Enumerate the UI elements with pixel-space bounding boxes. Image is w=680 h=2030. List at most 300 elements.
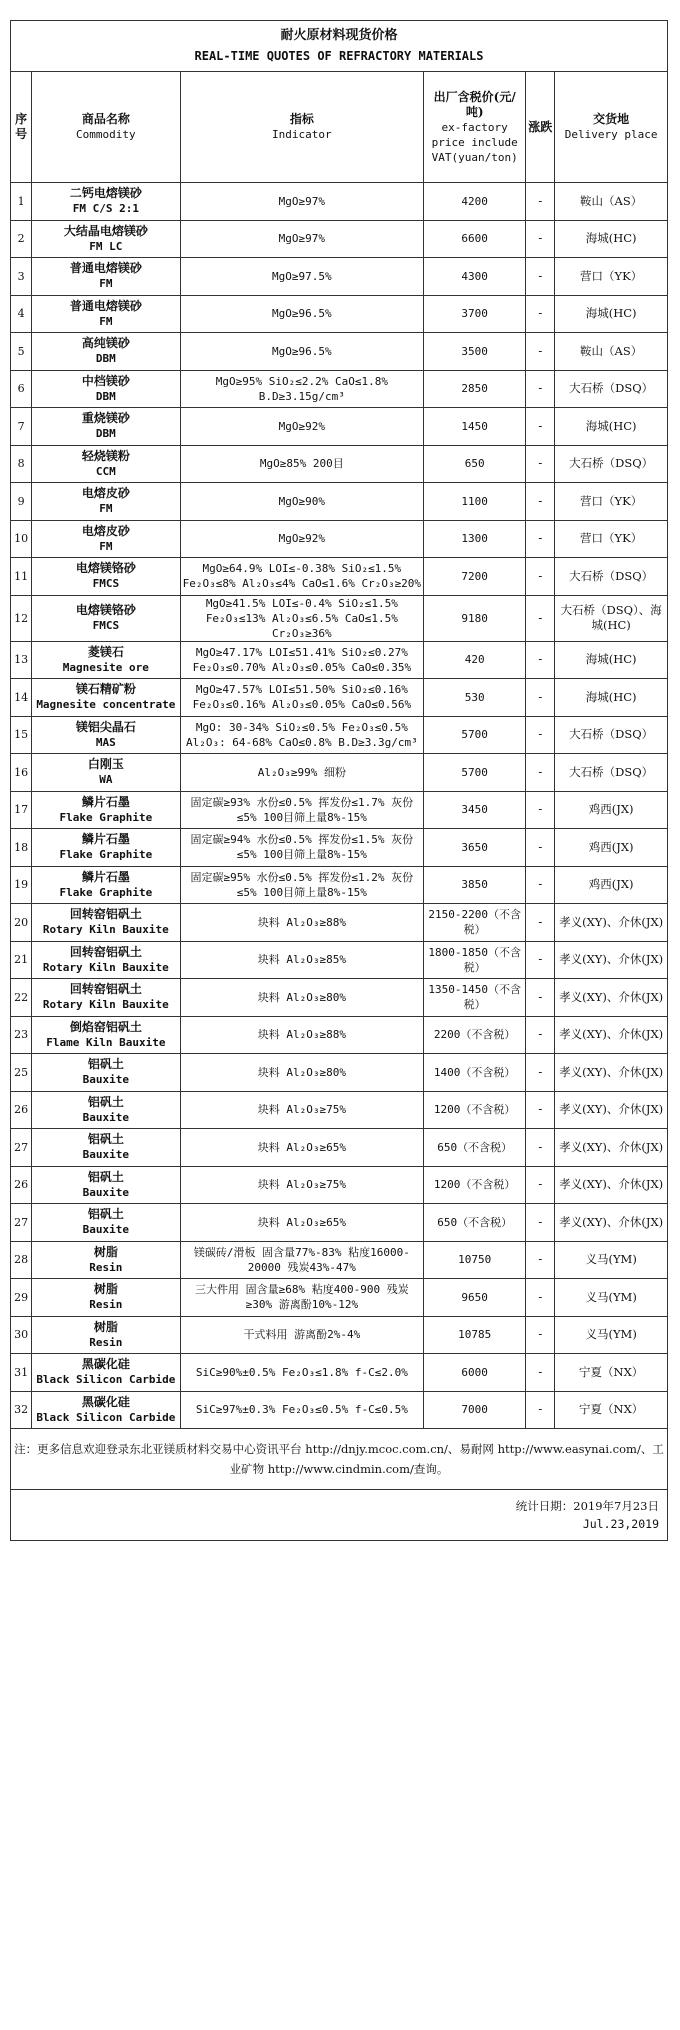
- header-row: [11, 72, 668, 183]
- row-indicator: MgO≥92%: [180, 520, 424, 558]
- row-commodity-zh: 电熔镁铬砂: [75, 561, 136, 576]
- row-price: 2200（不含税）: [424, 1016, 526, 1054]
- row-price: 7000: [424, 1391, 526, 1429]
- row-price: 1400（不含税）: [424, 1054, 526, 1092]
- row-commodity: [32, 679, 180, 717]
- row-change: -: [526, 1391, 555, 1429]
- row-indicator: MgO≥47.57% LOI≤51.50% SiO₂≤0.16% Fe₂O₃≤0.16% Al₂O₃≤0.05% CaO≤0.56%: [180, 679, 424, 717]
- table-row: [11, 220, 668, 258]
- row-change: -: [526, 679, 555, 717]
- row-price: 4300: [424, 258, 526, 296]
- row-commodity-zh: 菱镁石: [87, 644, 124, 659]
- row-delivery-place: 鞍山（AS）: [555, 183, 668, 221]
- table-row: [11, 1129, 668, 1167]
- table-row: [11, 1241, 668, 1279]
- row-indicator: MgO≥97%: [180, 220, 424, 258]
- row-delivery-place: 义马(YM): [555, 1241, 668, 1279]
- row-commodity-en: CCM: [95, 464, 116, 478]
- row-price: 10750: [424, 1241, 526, 1279]
- price-sheet: [10, 20, 668, 1541]
- row-commodity-en: Bauxite: [82, 1110, 130, 1124]
- table-row: [11, 408, 668, 446]
- row-indicator: 固定碳≥95% 水份≤0.5% 挥发份≤1.2% 灰份≤5% 100目筛上量8%-15%: [180, 866, 424, 904]
- row-price: 1350-1450（不含税）: [424, 979, 526, 1017]
- row-commodity-en: WA: [99, 773, 113, 787]
- row-commodity-zh: 电熔皮砂: [81, 486, 130, 501]
- row-commodity-en: Bauxite: [82, 1148, 130, 1162]
- table-row: [11, 258, 668, 296]
- row-commodity: [32, 866, 180, 904]
- row-index: 25: [11, 1054, 32, 1092]
- header-delivery: [555, 72, 668, 183]
- header-price-zh: 出厂含税价(元/吨): [433, 89, 516, 119]
- row-indicator: MgO≥85% 200目: [180, 445, 424, 483]
- row-change: -: [526, 258, 555, 296]
- table-row: [11, 183, 668, 221]
- row-change: -: [526, 408, 555, 446]
- table-row: [11, 1316, 668, 1354]
- stat-date-zh: 统计日期：2019年7月23日: [515, 1499, 659, 1513]
- row-price: 4200: [424, 183, 526, 221]
- row-commodity: [32, 904, 180, 942]
- row-indicator: MgO≥92%: [180, 408, 424, 446]
- row-commodity-zh: 电熔皮砂: [81, 523, 130, 538]
- row-price: 650（不含税）: [424, 1129, 526, 1167]
- row-commodity: [32, 754, 180, 792]
- row-commodity: [32, 558, 180, 596]
- row-commodity-zh: 倒焰窑铝矾土: [69, 1019, 142, 1034]
- row-commodity-zh: 重烧镁砂: [81, 411, 130, 426]
- row-price: 10785: [424, 1316, 526, 1354]
- row-index: 5: [11, 333, 32, 371]
- row-commodity-en: Flake Graphite: [59, 885, 153, 899]
- row-commodity-zh: 铝矾土: [87, 1132, 124, 1147]
- row-commodity: [32, 1391, 180, 1429]
- row-change: -: [526, 754, 555, 792]
- row-indicator: 块料 Al₂O₃≥75%: [180, 1091, 424, 1129]
- row-commodity-zh: 镁石精矿粉: [75, 682, 136, 697]
- table-title: [11, 21, 668, 72]
- table-row: [11, 370, 668, 408]
- row-indicator: MgO≥97%: [180, 183, 424, 221]
- row-price: 1300: [424, 520, 526, 558]
- row-change: -: [526, 641, 555, 679]
- row-indicator: MgO: 30-34% SiO₂≤0.5% Fe₂O₃≤0.5% Al₂O₃: 64-68% CaO≤0.8% B.D≥3.3g/cm³: [180, 716, 424, 754]
- row-change: -: [526, 220, 555, 258]
- table-row: [11, 679, 668, 717]
- row-commodity-zh: 鳞片石墨: [81, 832, 130, 847]
- row-commodity-zh: 树脂: [93, 1244, 118, 1259]
- row-commodity-zh: 回转窑铝矾土: [69, 982, 142, 997]
- row-commodity: [32, 1241, 180, 1279]
- row-delivery-place: 大石桥（DSQ）: [555, 754, 668, 792]
- header-commodity-en: Commodity: [76, 128, 136, 141]
- row-price: 420: [424, 641, 526, 679]
- row-delivery-place: 海城(HC): [555, 641, 668, 679]
- row-price: 9650: [424, 1279, 526, 1317]
- table-body: [11, 183, 668, 1429]
- row-delivery-place: 海城(HC): [555, 679, 668, 717]
- row-commodity-zh: 树脂: [93, 1282, 118, 1297]
- row-delivery-place: 孝义(XY)、介休(JX): [555, 1204, 668, 1242]
- row-index: 15: [11, 716, 32, 754]
- row-index: 10: [11, 520, 32, 558]
- row-commodity-en: Resin: [89, 1298, 123, 1312]
- row-commodity-zh: 黑碳化硅: [81, 1357, 130, 1372]
- row-change: -: [526, 1354, 555, 1392]
- row-commodity-en: Rotary Kiln Bauxite: [42, 998, 169, 1012]
- row-commodity: [32, 295, 180, 333]
- row-commodity: [32, 979, 180, 1017]
- table-row: [11, 716, 668, 754]
- table-row: [11, 904, 668, 942]
- row-indicator: MgO≥97.5%: [180, 258, 424, 296]
- row-price: 2850: [424, 370, 526, 408]
- table-row: [11, 445, 668, 483]
- row-commodity-zh: 黑碳化硅: [81, 1394, 130, 1409]
- row-commodity-en: DBM: [95, 352, 116, 366]
- row-delivery-place: 大石桥（DSQ）: [555, 370, 668, 408]
- row-index: 11: [11, 558, 32, 596]
- row-commodity-en: Magnesite concentrate: [36, 698, 176, 712]
- row-delivery-place: 孝义(XY)、介休(JX): [555, 1091, 668, 1129]
- row-delivery-place: 鞍山（AS）: [555, 333, 668, 371]
- row-commodity-zh: 高纯镁砂: [81, 336, 130, 351]
- row-commodity-en: Black Silicon Carbide: [36, 1410, 176, 1424]
- row-commodity: [32, 333, 180, 371]
- row-commodity: [32, 1279, 180, 1317]
- row-commodity: [32, 520, 180, 558]
- row-commodity-en: FMCS: [92, 619, 120, 632]
- header-index: 序号: [11, 72, 32, 183]
- row-commodity: [32, 183, 180, 221]
- row-commodity: [32, 1204, 180, 1242]
- row-index: 32: [11, 1391, 32, 1429]
- row-delivery-place: 大石桥（DSQ）、海城(HC): [555, 595, 668, 641]
- row-price: 9180: [424, 595, 526, 641]
- row-commodity-zh: 回转窑铝矾土: [69, 944, 142, 959]
- header-change: 涨跌: [526, 72, 555, 183]
- row-commodity: [32, 220, 180, 258]
- row-delivery-place: 营口（YK）: [555, 483, 668, 521]
- row-price: 7200: [424, 558, 526, 596]
- row-commodity-en: Black Silicon Carbide: [36, 1373, 176, 1387]
- row-index: 12: [11, 595, 32, 641]
- row-commodity-en: FM LC: [89, 239, 123, 253]
- row-commodity-zh: 中档镁砂: [81, 373, 130, 388]
- header-price-en: ex-factory price include VAT(yuan/ton): [431, 120, 518, 164]
- row-delivery-place: 孝义(XY)、介休(JX): [555, 941, 668, 979]
- row-commodity-en: Flame Kiln Bauxite: [46, 1035, 166, 1049]
- row-price: 1200（不含税）: [424, 1166, 526, 1204]
- row-change: -: [526, 829, 555, 867]
- row-price: 3650: [424, 829, 526, 867]
- row-price: 3500: [424, 333, 526, 371]
- row-commodity-zh: 二钙电熔镁砂: [69, 186, 142, 201]
- row-commodity-zh: 回转窑铝矾土: [69, 907, 142, 922]
- row-change: -: [526, 370, 555, 408]
- row-commodity-en: Rotary Kiln Bauxite: [42, 923, 169, 937]
- row-change: -: [526, 483, 555, 521]
- row-commodity: [32, 829, 180, 867]
- row-delivery-place: 义马(YM): [555, 1279, 668, 1317]
- header-indicator-zh: 指标: [289, 112, 314, 126]
- row-delivery-place: 营口（YK）: [555, 258, 668, 296]
- table-row: [11, 866, 668, 904]
- row-index: 26: [11, 1091, 32, 1129]
- row-index: 18: [11, 829, 32, 867]
- row-price: 6000: [424, 1354, 526, 1392]
- row-delivery-place: 义马(YM): [555, 1316, 668, 1354]
- row-index: 21: [11, 941, 32, 979]
- footnote: 注：更多信息欢迎登录东北亚镁质材料交易中心资讯平台 http://dnjy.mcoc.com.cn/、易耐网 http://www.easynai.com/、工业矿物 http://www.cindmin.com/查询。: [11, 1429, 668, 1490]
- row-price: 1100: [424, 483, 526, 521]
- row-indicator: 块料 Al₂O₃≥88%: [180, 1016, 424, 1054]
- row-index: 14: [11, 679, 32, 717]
- row-change: -: [526, 1129, 555, 1167]
- row-change: -: [526, 941, 555, 979]
- row-commodity-zh: 普通电熔镁砂: [69, 261, 142, 276]
- row-commodity-zh: 铝矾土: [87, 1057, 124, 1072]
- table-row: [11, 558, 668, 596]
- row-indicator: 镁碳砖/滑板 固含量77%-83% 粘度16000-20000 残炭43%-47%: [180, 1241, 424, 1279]
- row-index: 23: [11, 1016, 32, 1054]
- table-row: [11, 1054, 668, 1092]
- row-delivery-place: 营口（YK）: [555, 520, 668, 558]
- row-change: -: [526, 558, 555, 596]
- table-row: [11, 1204, 668, 1242]
- row-commodity: [32, 258, 180, 296]
- table-row: [11, 641, 668, 679]
- row-commodity: [32, 716, 180, 754]
- row-indicator: SiC≥90%±0.5% Fe₂O₃≤1.8% f-C≤2.0%: [180, 1354, 424, 1392]
- row-commodity-en: Magnesite ore: [62, 660, 149, 674]
- row-index: 27: [11, 1204, 32, 1242]
- row-price: 1800-1850（不含税）: [424, 941, 526, 979]
- row-commodity-zh: 树脂: [93, 1319, 118, 1334]
- row-commodity: [32, 1166, 180, 1204]
- title-zh: 耐火原材料现货价格: [280, 28, 398, 43]
- row-index: 22: [11, 979, 32, 1017]
- row-indicator: 块料 Al₂O₃≥80%: [180, 979, 424, 1017]
- row-indicator: 固定碳≥93% 水份≤0.5% 挥发份≤1.7% 灰份≤5% 100目筛上量8%-15%: [180, 791, 424, 829]
- row-delivery-place: 大石桥（DSQ）: [555, 445, 668, 483]
- row-price: 1450: [424, 408, 526, 446]
- row-index: 28: [11, 1241, 32, 1279]
- table-row: [11, 1091, 668, 1129]
- row-delivery-place: 孝义(XY)、介休(JX): [555, 979, 668, 1017]
- row-indicator: 三大件用 固含量≥68% 粘度400-900 残炭≥30% 游离酚10%-12%: [180, 1279, 424, 1317]
- title-en: REAL-TIME QUOTES OF REFRACTORY MATERIALS: [194, 49, 484, 63]
- row-commodity-en: DBM: [95, 389, 116, 403]
- row-index: 30: [11, 1316, 32, 1354]
- row-index: 9: [11, 483, 32, 521]
- row-commodity: [32, 445, 180, 483]
- row-commodity-en: Flake Graphite: [59, 848, 153, 862]
- row-price: 3450: [424, 791, 526, 829]
- table-row: [11, 520, 668, 558]
- table-row: [11, 295, 668, 333]
- row-change: -: [526, 595, 555, 641]
- header-commodity: [32, 72, 180, 183]
- row-commodity-zh: 普通电熔镁砂: [69, 298, 142, 313]
- row-indicator: MgO≥64.9% LOI≤-0.38% SiO₂≤1.5% Fe₂O₃≤8% Al₂O₃≤4% CaO≤1.6% Cr₂O₃≥20%: [180, 558, 424, 596]
- row-commodity-en: Bauxite: [82, 1073, 130, 1087]
- row-indicator: SiC≥97%±0.3% Fe₂O₃≤0.5% f-C≤0.5%: [180, 1391, 424, 1429]
- row-delivery-place: 孝义(XY)、介休(JX): [555, 1054, 668, 1092]
- row-change: -: [526, 791, 555, 829]
- row-indicator: MgO≥41.5% LOI≤-0.4% SiO₂≤1.5% Fe₂O₃≤13% Al₂O₃≤6.5% CaO≤1.5% Cr₂O₃≥36%: [180, 595, 424, 641]
- row-commodity-zh: 轻烧镁粉: [81, 448, 130, 463]
- row-commodity-en: Bauxite: [82, 1223, 130, 1237]
- row-delivery-place: 大石桥（DSQ）: [555, 716, 668, 754]
- row-index: 29: [11, 1279, 32, 1317]
- row-change: -: [526, 979, 555, 1017]
- table-row: [11, 595, 668, 641]
- row-indicator: 块料 Al₂O₃≥75%: [180, 1166, 424, 1204]
- table-row: [11, 1354, 668, 1392]
- row-change: -: [526, 866, 555, 904]
- row-price: 530: [424, 679, 526, 717]
- row-indicator: MgO≥47.17% LOI≤51.41% SiO₂≤0.27% Fe₂O₃≤0.70% Al₂O₃≤0.05% CaO≤0.35%: [180, 641, 424, 679]
- row-index: 8: [11, 445, 32, 483]
- row-change: -: [526, 1241, 555, 1279]
- row-commodity-en: FM: [99, 502, 113, 516]
- row-commodity: [32, 1129, 180, 1167]
- row-change: -: [526, 333, 555, 371]
- row-change: -: [526, 1279, 555, 1317]
- row-change: -: [526, 1054, 555, 1092]
- table-row: [11, 754, 668, 792]
- header-delivery-en: Delivery place: [564, 128, 658, 141]
- row-commodity: [32, 1054, 180, 1092]
- row-delivery-place: 孝义(XY)、介休(JX): [555, 1166, 668, 1204]
- row-change: -: [526, 716, 555, 754]
- row-index: 17: [11, 791, 32, 829]
- row-change: -: [526, 1016, 555, 1054]
- row-change: -: [526, 1166, 555, 1204]
- row-commodity-en: FM: [99, 277, 113, 291]
- row-commodity-zh: 镁铝尖晶石: [75, 719, 136, 734]
- row-commodity: [32, 1091, 180, 1129]
- table-row: [11, 979, 668, 1017]
- row-commodity-en: FM: [99, 314, 113, 328]
- row-commodity-en: Rotary Kiln Bauxite: [42, 960, 169, 974]
- header-indicator-en: Indicator: [272, 128, 332, 141]
- header-indicator: [180, 72, 424, 183]
- row-delivery-place: 鸡西(JX): [555, 829, 668, 867]
- row-change: -: [526, 183, 555, 221]
- row-commodity-en: FM C/S 2:1: [72, 202, 139, 216]
- row-delivery-place: 海城(HC): [555, 220, 668, 258]
- row-index: 2: [11, 220, 32, 258]
- row-price: 2150-2200（不含税）: [424, 904, 526, 942]
- row-index: 4: [11, 295, 32, 333]
- row-commodity-zh: 白刚玉: [87, 757, 124, 772]
- row-commodity-zh: 大结晶电熔镁砂: [63, 223, 148, 238]
- row-index: 7: [11, 408, 32, 446]
- row-delivery-place: 大石桥（DSQ）: [555, 558, 668, 596]
- table-row: [11, 333, 668, 371]
- row-price: 650（不含税）: [424, 1204, 526, 1242]
- row-change: -: [526, 445, 555, 483]
- table-row: [11, 1391, 668, 1429]
- row-change: -: [526, 1316, 555, 1354]
- row-change: -: [526, 520, 555, 558]
- row-index: 20: [11, 904, 32, 942]
- row-change: -: [526, 1091, 555, 1129]
- row-indicator: 块料 Al₂O₃≥80%: [180, 1054, 424, 1092]
- row-indicator: 块料 Al₂O₃≥65%: [180, 1204, 424, 1242]
- row-index: 31: [11, 1354, 32, 1392]
- row-delivery-place: 海城(HC): [555, 295, 668, 333]
- table-row: [11, 1016, 668, 1054]
- row-commodity: [32, 1316, 180, 1354]
- row-indicator: Al₂O₃≥99% 细粉: [180, 754, 424, 792]
- row-commodity: [32, 483, 180, 521]
- row-commodity-en: MAS: [95, 735, 116, 749]
- row-indicator: 块料 Al₂O₃≥88%: [180, 904, 424, 942]
- row-delivery-place: 鸡西(JX): [555, 866, 668, 904]
- row-commodity: [32, 941, 180, 979]
- header-price: [424, 72, 526, 183]
- row-commodity-en: Resin: [89, 1335, 123, 1349]
- row-change: -: [526, 1204, 555, 1242]
- header-commodity-zh: 商品名称: [81, 112, 130, 126]
- row-index: 19: [11, 866, 32, 904]
- row-commodity: [32, 370, 180, 408]
- table-row: [11, 829, 668, 867]
- table-row: [11, 1166, 668, 1204]
- row-index: 13: [11, 641, 32, 679]
- row-commodity-en: Flake Graphite: [59, 810, 153, 824]
- row-commodity-en: Bauxite: [82, 1185, 130, 1199]
- row-delivery-place: 宁夏（NX）: [555, 1391, 668, 1429]
- row-indicator: MgO≥95% SiO₂≤2.2% CaO≤1.8% B.D≥3.15g/cm³: [180, 370, 424, 408]
- row-indicator: MgO≥96.5%: [180, 295, 424, 333]
- row-change: -: [526, 904, 555, 942]
- row-indicator: MgO≥90%: [180, 483, 424, 521]
- table-row: [11, 483, 668, 521]
- row-commodity-zh: 铝矾土: [87, 1094, 124, 1109]
- row-index: 16: [11, 754, 32, 792]
- row-indicator: 固定碳≥94% 水份≤0.5% 挥发份≤1.5% 灰份≤5% 100目筛上量8%-15%: [180, 829, 424, 867]
- row-price: 5700: [424, 754, 526, 792]
- row-commodity-zh: 鳞片石墨: [81, 869, 130, 884]
- row-price: 6600: [424, 220, 526, 258]
- row-index: 1: [11, 183, 32, 221]
- row-indicator: 干式料用 游离酚2%-4%: [180, 1316, 424, 1354]
- row-index: 26: [11, 1166, 32, 1204]
- row-price: 3850: [424, 866, 526, 904]
- row-commodity: [32, 408, 180, 446]
- row-indicator: MgO≥96.5%: [180, 333, 424, 371]
- row-commodity-zh: 鳞片石墨: [81, 794, 130, 809]
- row-indicator: 块料 Al₂O₃≥65%: [180, 1129, 424, 1167]
- stat-date: [11, 1490, 668, 1541]
- row-change: -: [526, 295, 555, 333]
- row-delivery-place: 鸡西(JX): [555, 791, 668, 829]
- row-price: 1200（不含税）: [424, 1091, 526, 1129]
- row-price: 3700: [424, 295, 526, 333]
- row-index: 3: [11, 258, 32, 296]
- row-delivery-place: 孝义(XY)、介休(JX): [555, 904, 668, 942]
- row-commodity-zh: 铝矾土: [87, 1169, 124, 1184]
- row-index: 27: [11, 1129, 32, 1167]
- row-delivery-place: 宁夏（NX）: [555, 1354, 668, 1392]
- row-commodity-en: DBM: [95, 427, 116, 441]
- row-delivery-place: 孝义(XY)、介休(JX): [555, 1129, 668, 1167]
